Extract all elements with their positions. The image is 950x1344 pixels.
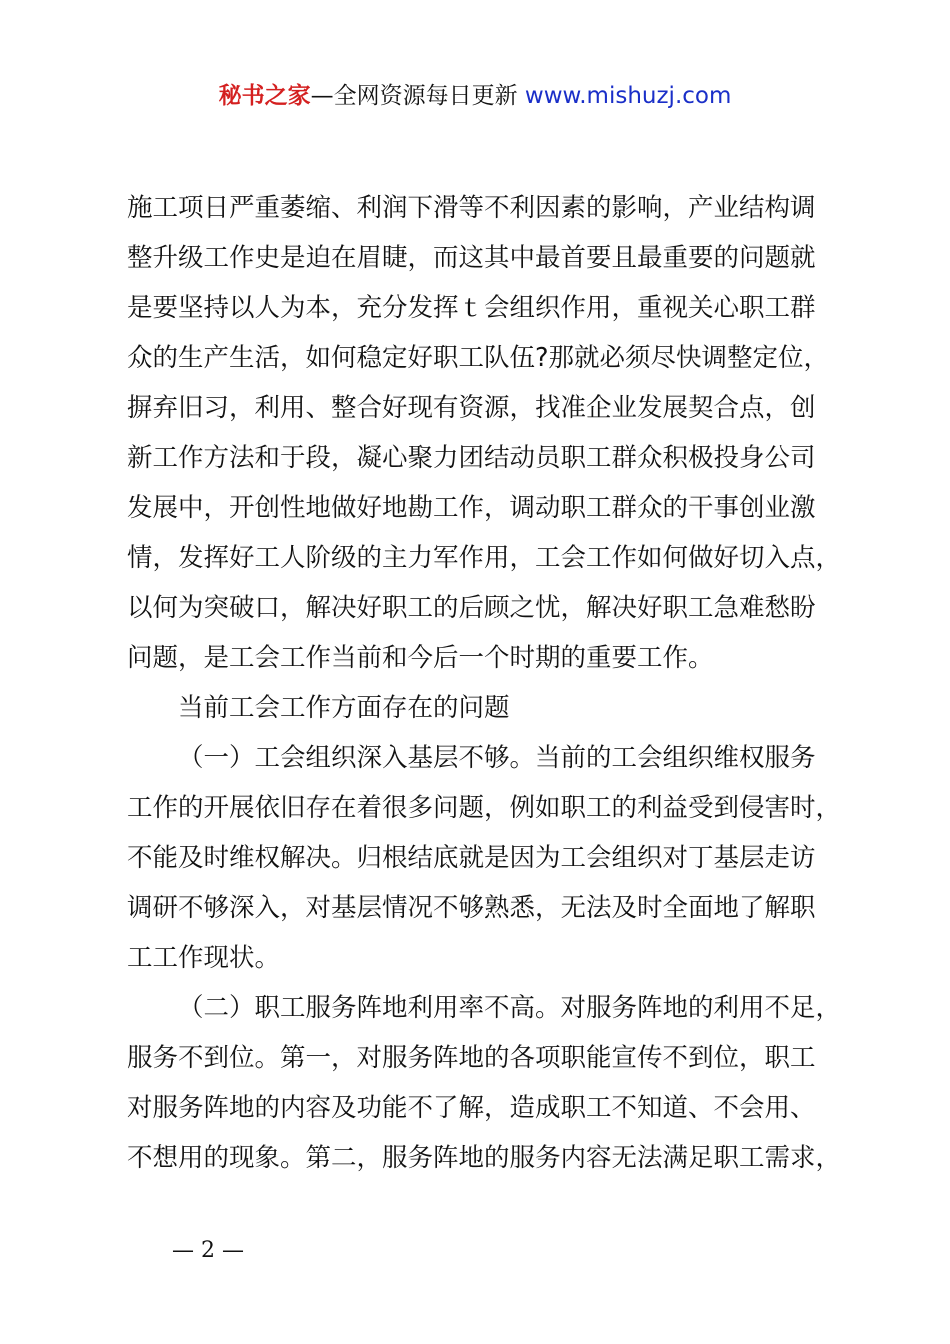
body-line: 整升级工作史是迫在眉睫，而这其中最首要且最重要的问题就	[127, 243, 816, 273]
body-line: 不想用的现象。第二，服务阵地的服务内容无法满足职工需求，	[127, 1143, 842, 1173]
body-line: 对服务阵地的内容及功能不了解，造成职工不知道、不会用、	[127, 1093, 816, 1123]
body-line: 调研不够深入，对基层情况不够熟悉，无法及时全面地了解职	[127, 893, 816, 923]
body-line: 不能及时维权解决。归根结底就是因为工会组织对丁基层走访	[127, 843, 816, 873]
body-line: 施工项日严重萎缩、利润下滑等不利因素的影响，产业结构调	[127, 193, 816, 223]
body-line: 摒弃旧习，利用、整合好现有资源，找准企业发展契合点，创	[127, 393, 816, 423]
body-line: 服务不到位。第一，对服务阵地的各项职能宣传不到位，职工	[127, 1043, 816, 1073]
page-number: — 2 —	[172, 1238, 244, 1263]
body-line: 发展中，开创性地做好地勘工作，调动职工群众的干事创业激	[127, 493, 816, 523]
site-url-link[interactable]: www.mishuzj.com	[524, 83, 732, 109]
body-line: 工工作现状。	[127, 943, 281, 973]
body-line: 工作的开展依旧存在着很多问题，例如职工的利益受到侵害时，	[127, 793, 842, 823]
document-body	[127, 183, 867, 1183]
body-line: 以何为突破口，解决好职工的后顾之忧，解决好职工急难愁盼	[127, 593, 816, 623]
paragraph-start-line: （二）职工服务阵地利用率不高。对服务阵地的利用不足，	[178, 993, 842, 1023]
body-line: 新工作方法和于段，凝心聚力团结动员职工群众积极投身公司	[127, 443, 816, 473]
body-line: 情，发挥好工人阶级的主力军作用，工会工作如何做好切入点，	[127, 543, 842, 573]
site-tagline: —全网资源每日更新	[310, 83, 518, 109]
body-line: 问题，是工会工作当前和今后一个时期的重要工作。	[127, 643, 714, 673]
section-heading: 当前工会工作方面存在的问题	[178, 693, 510, 723]
paragraph-start-line: （一）工会组织深入基层不够。当前的工会组织维权服务	[178, 743, 816, 773]
body-line: 是要坚持以人为本，充分发挥ｔ会组织作用，重视关心职工群	[127, 293, 816, 323]
site-brand: 秘书之家	[218, 83, 311, 109]
site-header	[0, 80, 950, 112]
body-line: 众的生产生活，如何稳定好职工队伍?那就必须尽快调整定位，	[127, 343, 830, 373]
